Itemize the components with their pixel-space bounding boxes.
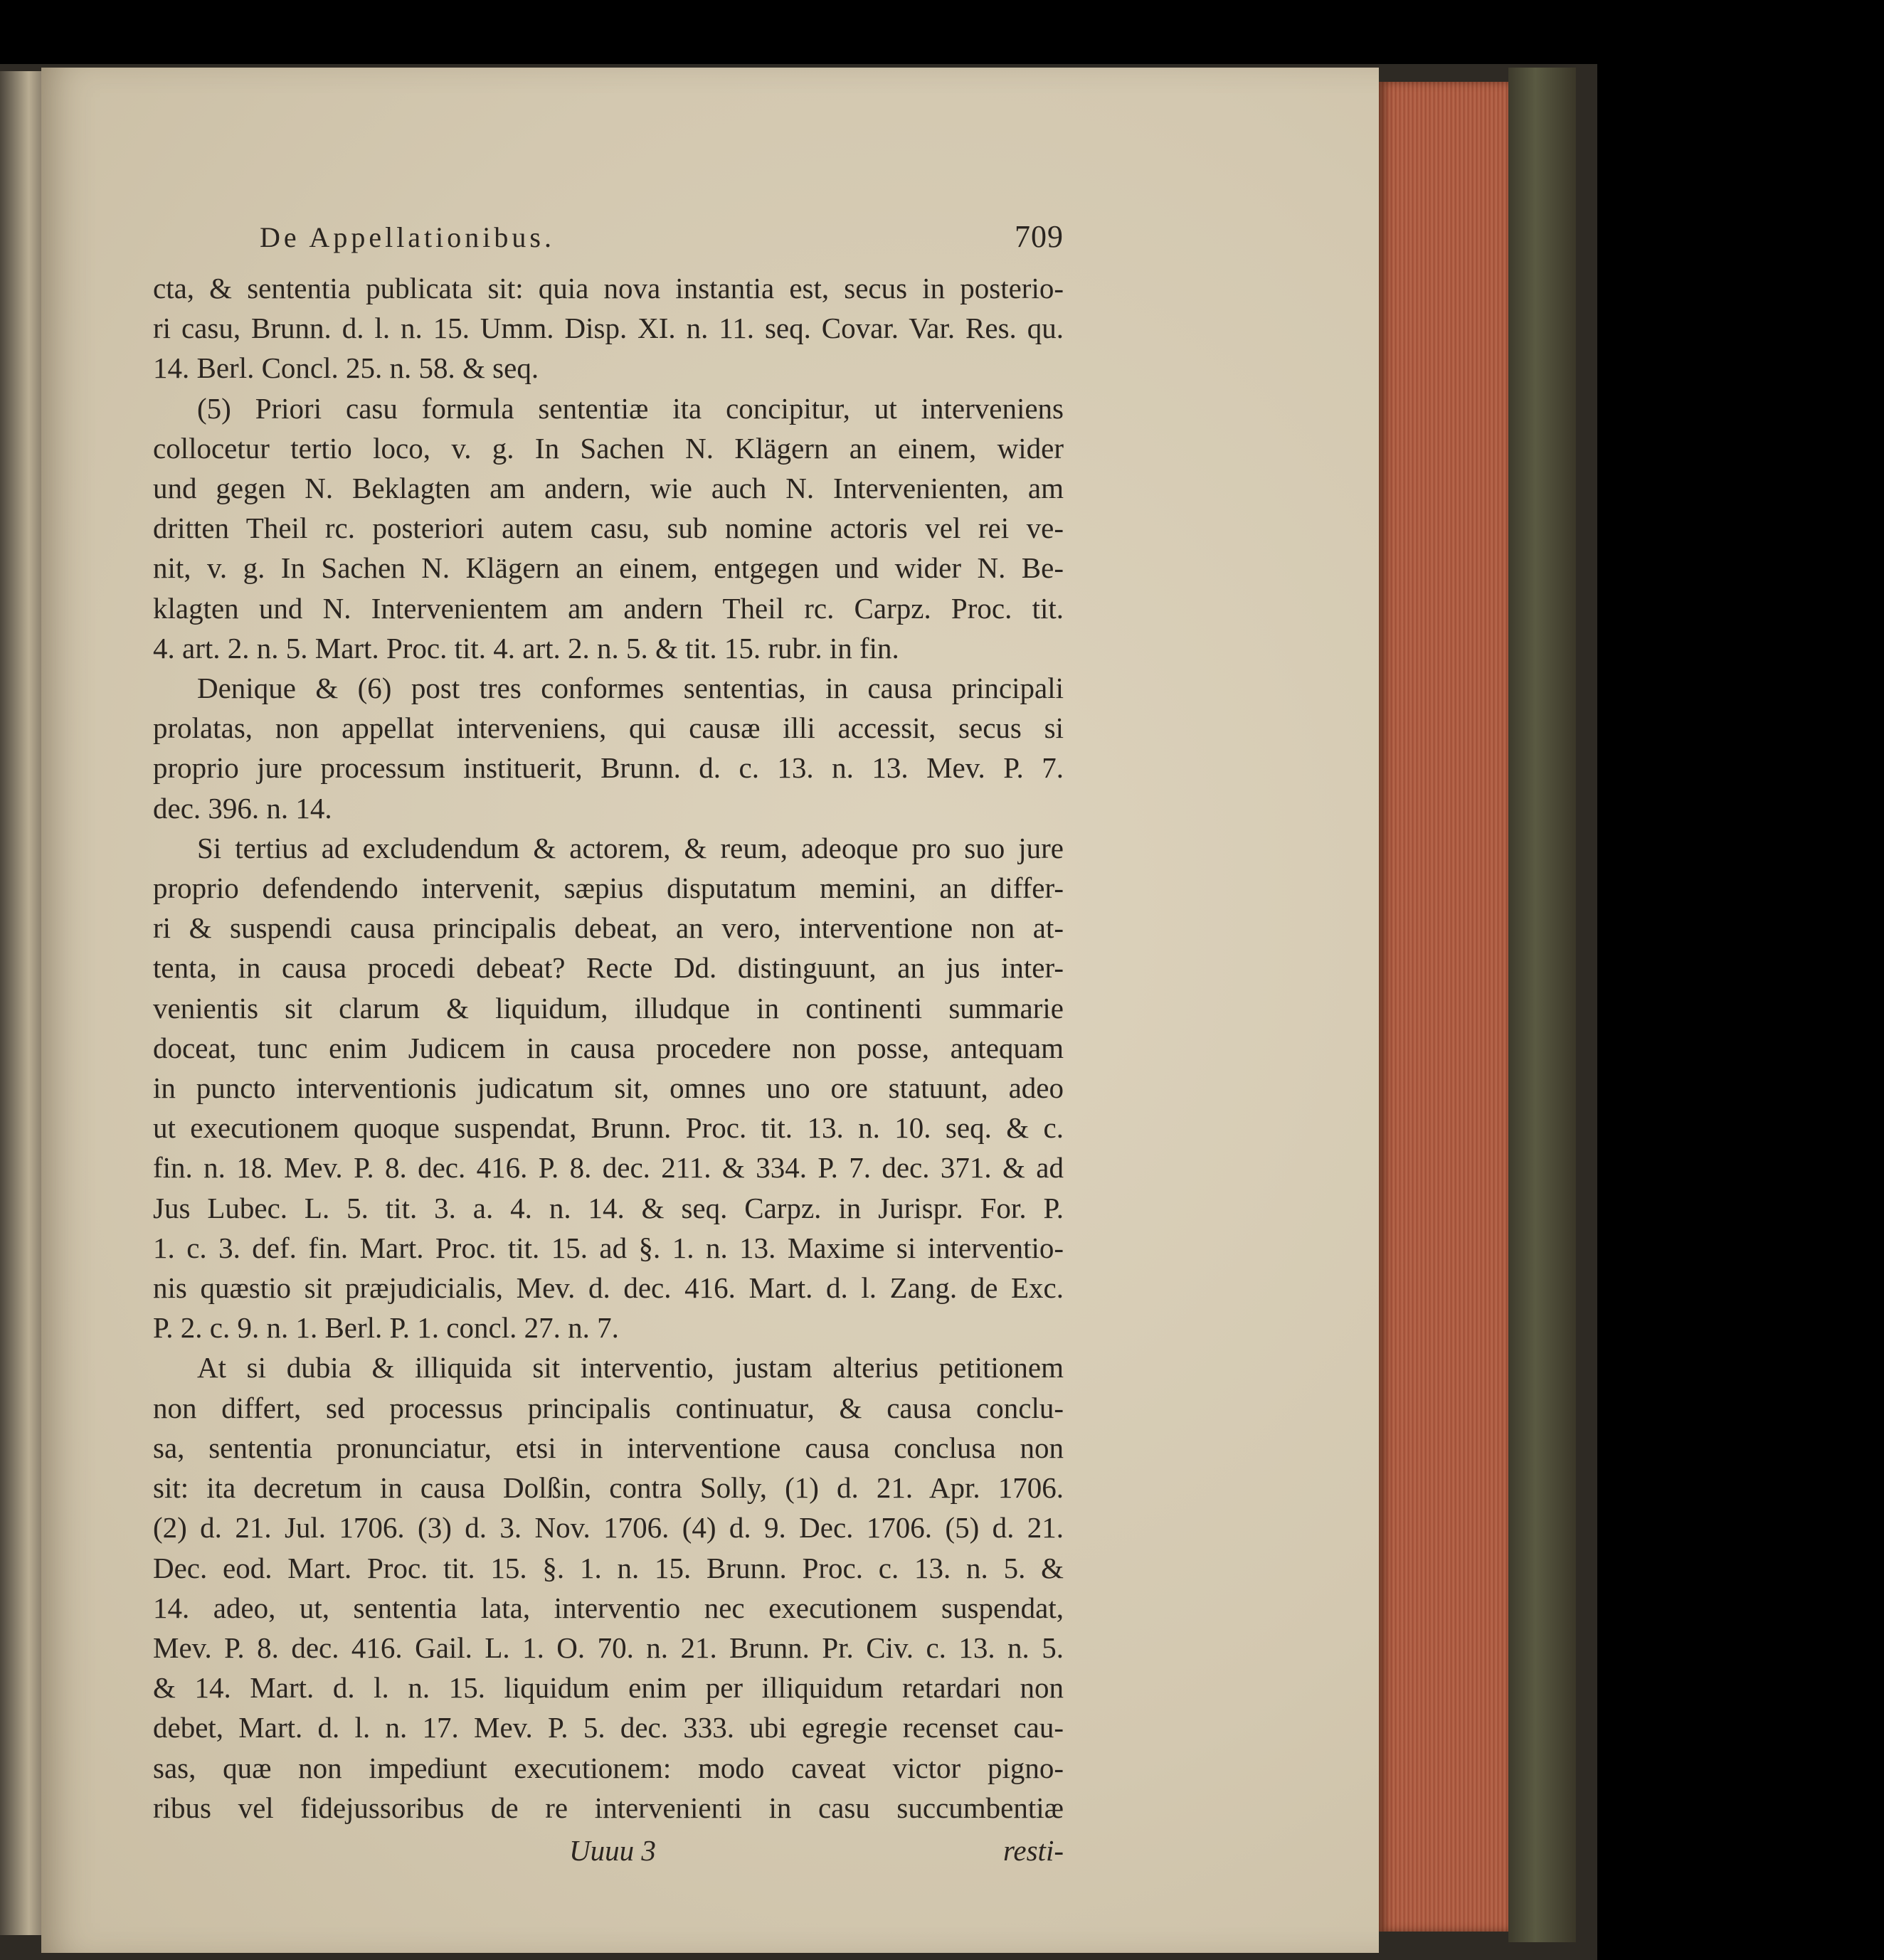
text-line: cta, & sententia publicata sit: quia nova instantia est, secus in posterio- <box>153 272 1064 304</box>
catchword: resti- <box>1002 1833 1064 1867</box>
text-line: in puncto interventionis judicatum sit, omnes uno ore statuunt, adeo <box>153 1071 1064 1105</box>
text-line: nis quæstio sit præjudicialis, Mev. d. dec. 416. Mart. d. l. Zang. de Exc. <box>153 1271 1064 1305</box>
text-line: dec. 396. n. 14. <box>153 791 332 825</box>
text-line: sa, sententia pronunciatur, etsi in interventione causa conclusa non <box>153 1431 1064 1464</box>
text-line: ut executionem quoque suspendat, Brunn. Proc. tit. 13. n. 10. seq. & c. <box>153 1111 1064 1145</box>
text-line: 14. adeo, ut, sententia lata, interventio nec executionem suspendat, <box>153 1591 1064 1624</box>
text-line: dritten Theil rc. posteriori autem casu, sub nomine actoris vel rei ve- <box>153 512 1064 545</box>
book-cover <box>1508 68 1576 1942</box>
text-line: doceat, tunc enim Judicem in causa procedere non posse, antequam <box>153 1031 1064 1064</box>
text-line: proprio defendendo intervenit, sæpius disputatum memini, an differ- <box>153 872 1064 905</box>
text-line: ri casu, Brunn. d. l. n. 15. Umm. Disp. XI. n. 11. seq. Covar. Var. Res. qu. <box>153 312 1064 345</box>
text-line: & 14. Mart. d. l. n. 15. liquidum enim per illiquidum retardari non <box>153 1671 1064 1705</box>
running-head-title: De Appellationibus. <box>260 221 555 253</box>
page-edges <box>1379 82 1508 1932</box>
text-line: nit, v. g. In Sachen N. Klägern an einem, entgegen und wider N. Be- <box>153 551 1064 585</box>
text-line: ribus vel fidejussoribus de re intervenienti in casu succumbentiæ <box>153 1791 1064 1824</box>
text-line: sit: ita decretum in causa Dolßin, contra Solly, (1) d. 21. Apr. 1706. <box>153 1471 1064 1505</box>
text-line: proprio jure processum instituerit, Brunn. d. c. 13. n. 13. Mev. P. 7. <box>153 751 1064 785</box>
page-text <box>153 217 1064 1870</box>
page-number: 709 <box>1015 219 1064 254</box>
text-line: prolatas, non appellat interveniens, qui causæ illi accessit, secus si <box>153 711 1064 745</box>
text-line: 1. c. 3. def. fin. Mart. Proc. tit. 15. ad §. 1. n. 13. Maxime si interventio- <box>153 1231 1064 1264</box>
text-line: collocetur tertio loco, v. g. In Sachen N. Klägern an einem, wider <box>153 431 1064 465</box>
text-line: 14. Berl. Concl. 25. n. 58. & seq. <box>153 351 539 385</box>
text-line: (2) d. 21. Jul. 1706. (3) d. 3. Nov. 1706. (4) d. 9. Dec. 1706. (5) d. 21. <box>153 1511 1064 1545</box>
text-line: ri & suspendi causa principalis debeat, an vero, interventione non at- <box>153 911 1064 945</box>
text-line: fin. n. 18. Mev. P. 8. dec. 416. P. 8. dec. 211. & 334. P. 7. dec. 371. & ad <box>153 1151 1064 1185</box>
text-line: venientis sit clarum & liquidum, illudque in continenti summarie <box>153 991 1064 1024</box>
text-line: Jus Lubec. L. 5. tit. 3. a. 4. n. 14. & seq. Carpz. in Jurispr. For. P. <box>153 1191 1064 1224</box>
text-line: (5) Priori casu formula sententiæ ita concipitur, ut interveniens <box>197 391 1064 425</box>
text-line: At si dubia & illiquida sit interventio, justam alterius petitionem <box>197 1351 1064 1384</box>
signature-mark: Uuuu 3 <box>569 1833 656 1867</box>
text-line: und gegen N. Beklagten am andern, wie auch N. Intervenienten, am <box>153 472 1064 505</box>
text-line: P. 2. c. 9. n. 1. Berl. P. 1. concl. 27. n. 7. <box>153 1311 619 1345</box>
running-head <box>153 217 1064 268</box>
text-line: sas, quæ non impediunt executionem: modo caveat victor pigno- <box>153 1751 1064 1784</box>
text-line: tenta, in causa procedi debeat? Recte Dd. distinguunt, an jus inter- <box>153 951 1064 985</box>
text-line: 4. art. 2. n. 5. Mart. Proc. tit. 4. art. 2. n. 5. & tit. 15. rubr. in fin. <box>153 631 899 664</box>
text-line: Si tertius ad excludendum & actorem, & reum, adeoque pro suo jure <box>197 831 1064 864</box>
text-line: klagten und N. Intervenientem am andern Theil rc. Carpz. Proc. tit. <box>153 591 1064 625</box>
text-line: Dec. eod. Mart. Proc. tit. 15. §. 1. n. 15. Brunn. Proc. c. 13. n. 5. & <box>153 1551 1064 1584</box>
text-line: debet, Mart. d. l. n. 17. Mev. P. 5. dec. 333. ubi egregie recenset cau- <box>153 1711 1064 1744</box>
text-line: non differt, sed processus principalis continuatur, & causa conclu- <box>153 1391 1064 1424</box>
text-line: Mev. P. 8. dec. 416. Gail. L. 1. O. 70. n. 21. Brunn. Pr. Civ. c. 13. n. 5. <box>153 1631 1064 1664</box>
previous-page-edge <box>0 71 43 1935</box>
catchline <box>153 1831 1064 1870</box>
text-line: Denique & (6) post tres conformes sententias, in causa principali <box>197 672 1064 705</box>
